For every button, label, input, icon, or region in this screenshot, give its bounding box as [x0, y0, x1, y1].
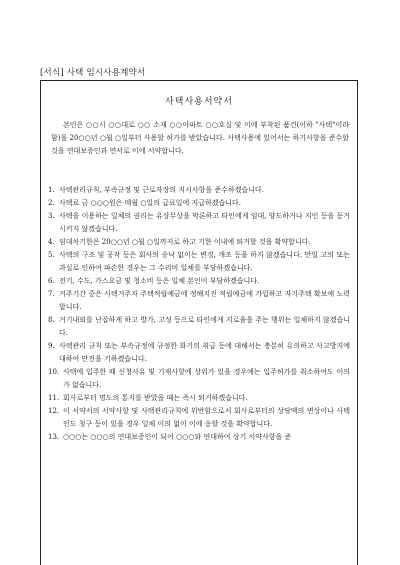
clause-text: 거기내외를 난잡하게 하고 방가, 고성 등으로 타인에게 지로움을 주는 행위는 일체하지 않겠습니다. — [59, 316, 350, 337]
clause-item — [48, 405, 350, 431]
clause-text: 사택의 구조 및 공작 등은 회사의 승낙 없이는 변경, 개조 등을 하지 않겠습니다. 만일 고의 또는 과실로 인하여 파손한 경우는 그 수리비 일체를 부담하겠습니다. — [59, 251, 350, 272]
clause-item — [48, 210, 350, 236]
clause-text: 이 서약서의 서약사항 및 사택관리규칙에 위반함으로서 회사로부터의 상당액의 변상이나 사택인도 청구 등이 있을 경우 일체 이의 없이 이에 응할 것을 확약합니다. — [63, 407, 350, 428]
clause-number: 8. — [48, 316, 55, 324]
document-title: 사택사용서약서 — [165, 97, 233, 107]
clause-number: 7. — [48, 290, 55, 298]
clause-number: 6. — [48, 277, 55, 285]
clause-item — [48, 236, 350, 249]
clause-text: 사택을 이용하는 일체의 권리는 유상무상을 막론하고 타인에게 임대, 양도하거나 지인 등을 동거시키지 않겠습니다. — [59, 212, 350, 233]
clause-number: 4. — [48, 238, 55, 246]
clause-text: 사택료 금 ○○○원은 매월 ○일의 급료일에 지급하겠습니다. — [59, 199, 242, 207]
intro-paragraph: 본인은 ○○시 ○○대로 ○○ 소재 ○○아파트 ○○호실 및 이에 부착된 품건(이하 "사택"이라 함)을 20○○년 ○월 ○일부터 사용할 허가를 받았습니다. 사택사용에 있어서는 하기사항을 준수할 것을 연대보증인과 연서로 이에 서약합니다. — [51, 121, 349, 155]
clause-number: 5. — [48, 251, 55, 259]
clause-text: 거주기간 중은 사택거주자 주택적립예금에 정해지진 적립예금에 가입하고 자기주택 확보에 노력합니다. — [59, 290, 350, 311]
form-label: [서식] 사택 임시사용계약서 — [40, 68, 146, 78]
clause-text: 사택에 입주한 때 신청사유 및 기재사항에 상위가 있을 경우에는 입주허가를 취소하여도 이의가 없습니다. — [63, 368, 350, 389]
clause-item — [48, 288, 350, 314]
clause-item — [48, 392, 350, 405]
clause-number: 10. — [48, 368, 60, 376]
clause-text: 사택관리 규칙 또는 부속규정에 규정한 화기의 취급 등에 대해서는 충분히 유의하고 사고방지에 대하여 만전을 기하겠습니다. — [59, 342, 350, 363]
clause-number: 1. — [48, 186, 55, 194]
clause-text: 사택관리규칙, 부속규정 및 근로자장의 지시사항을 준수하겠습니다. — [59, 186, 264, 194]
clause-number: 11. — [48, 394, 60, 402]
clause-list — [48, 184, 350, 444]
clause-item — [48, 314, 350, 340]
clause-item — [48, 340, 350, 366]
clause-text: 임대차기한은 20○○년 ○월 ○일까지로 하고 기한 이내에 퇴거할 것을 확약합니다. — [59, 238, 311, 246]
clause-number: 13. — [48, 433, 60, 441]
clause-number: 12. — [48, 407, 60, 415]
clause-item — [48, 431, 350, 444]
document-box — [40, 80, 358, 565]
clause-item — [48, 184, 350, 197]
clause-text: 전기, 수도, 가스요금 및 청소비 등은 일체 본인이 부담하겠습니다. — [59, 277, 260, 285]
clause-item — [48, 249, 350, 275]
clause-item — [48, 197, 350, 210]
clause-number: 2. — [48, 199, 55, 207]
clause-item — [48, 366, 350, 392]
clause-text: ○○○는 ○○○의 연대보증인이 되어 ○○○와 연대하여 상기 서약사항을 준 — [63, 433, 292, 441]
clause-number: 9. — [48, 342, 55, 350]
clause-item — [48, 275, 350, 288]
clause-number: 3. — [48, 212, 55, 220]
clause-text: 회사로부터 명도의 통지를 받았을 때는 즉시 퇴거하겠습니다. — [63, 394, 248, 402]
